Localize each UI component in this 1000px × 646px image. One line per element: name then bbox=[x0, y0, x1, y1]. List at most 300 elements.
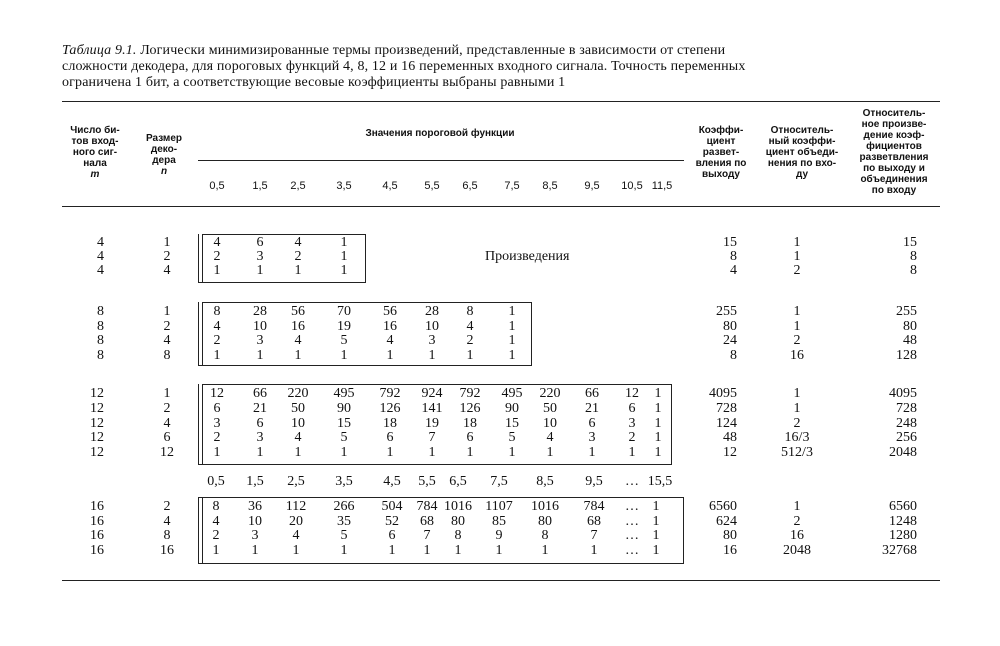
threshold-tick: 7,5 bbox=[504, 180, 520, 192]
header-fanin-line: Относитель- bbox=[770, 125, 834, 136]
product-cell: 141 bbox=[421, 400, 443, 416]
cell-n: 4 bbox=[163, 415, 171, 431]
product-cell: 3 bbox=[588, 430, 596, 446]
cell-fanout: 12 bbox=[723, 445, 737, 461]
product-cell: 3 bbox=[256, 430, 264, 446]
cell-relative: 6560 bbox=[889, 499, 917, 514]
cell-m: 4 bbox=[97, 249, 104, 264]
product-cell: 1 bbox=[654, 445, 662, 461]
product-cell: 1 bbox=[340, 263, 348, 278]
header-fanout-line: Коэффи- bbox=[698, 125, 744, 136]
product-cell: 7 bbox=[590, 528, 598, 544]
header-rel-line: объединения bbox=[860, 174, 928, 185]
product-cell: 80 bbox=[538, 513, 552, 529]
cell-m: 12 bbox=[90, 415, 104, 431]
product-cell: 1 bbox=[292, 542, 300, 558]
product-cell: 8 bbox=[541, 528, 549, 544]
header-m-line: ного сиг- bbox=[72, 147, 118, 158]
product-cell: 1 bbox=[213, 347, 221, 363]
cell-relative: 248 bbox=[896, 415, 917, 431]
group2-bracket-right bbox=[531, 302, 532, 365]
threshold-tick: 5,5 bbox=[424, 180, 440, 192]
cell-fanout: 24 bbox=[723, 333, 737, 349]
cell-m: 8 bbox=[97, 318, 104, 334]
cell-relative: 8 bbox=[910, 263, 917, 278]
product-cell: 4 bbox=[294, 333, 302, 349]
cell-fanin: 1 bbox=[793, 318, 801, 334]
threshold-tick-16: 8,5 bbox=[536, 474, 554, 489]
product-cell: 126 bbox=[459, 400, 481, 416]
cell-fanin: 2 bbox=[793, 415, 801, 431]
group4-bracket-left-inner bbox=[202, 497, 203, 563]
product-cell: 1 bbox=[386, 347, 394, 363]
product-cell: 1 bbox=[294, 347, 302, 363]
product-cell: 6 bbox=[466, 430, 474, 446]
threshold-tick: 8,5 bbox=[542, 180, 558, 192]
header-input-bits bbox=[60, 125, 130, 180]
header-rel-line: по входу bbox=[871, 185, 917, 196]
product-cell: 1 bbox=[256, 347, 264, 363]
product-cell: 2 bbox=[213, 249, 221, 264]
group2-bracket-left-outer bbox=[198, 302, 199, 365]
group4-bracket-bottom bbox=[198, 563, 684, 564]
product-cell: 10 bbox=[425, 318, 439, 334]
product-cell: 1107 bbox=[485, 499, 513, 514]
cell-relative: 15 bbox=[903, 235, 917, 250]
cell-m: 16 bbox=[90, 499, 104, 514]
product-cell: 1 bbox=[340, 235, 348, 250]
cell-relative: 2048 bbox=[889, 445, 917, 461]
group3-bracket-top bbox=[202, 384, 672, 385]
group3-bracket-right bbox=[671, 384, 672, 464]
product-cell: 1 bbox=[256, 263, 264, 278]
cell-n: 1 bbox=[163, 386, 171, 401]
product-cell: 1 bbox=[294, 445, 302, 461]
product-cell: 3 bbox=[628, 415, 636, 431]
product-cell: 50 bbox=[291, 400, 305, 416]
header-relative bbox=[848, 108, 940, 196]
product-cell: 3 bbox=[213, 415, 221, 431]
threshold-tick-16: 7,5 bbox=[490, 474, 508, 489]
product-cell: 2 bbox=[466, 333, 474, 349]
threshold-tick: 4,5 bbox=[382, 180, 398, 192]
cell-fanin: 1 bbox=[793, 386, 801, 401]
product-cell: 495 bbox=[501, 386, 523, 401]
cell-m: 12 bbox=[90, 386, 104, 401]
product-cell: 2 bbox=[294, 249, 302, 264]
cell-n: 1 bbox=[163, 235, 171, 250]
group1-bracket-bottom bbox=[198, 282, 366, 283]
product-cell: 2 bbox=[213, 333, 221, 349]
product-cell: 35 bbox=[337, 513, 351, 529]
cell-m: 12 bbox=[90, 445, 104, 461]
product-cell: 16 bbox=[291, 318, 305, 334]
cell-fanout: 8 bbox=[730, 347, 737, 363]
product-cell: 1 bbox=[466, 445, 474, 461]
product-cell: 90 bbox=[337, 400, 351, 416]
cell-fanout: 8 bbox=[730, 249, 737, 264]
product-cell: 28 bbox=[425, 304, 439, 319]
cell-n: 1 bbox=[163, 304, 171, 319]
cell-m: 16 bbox=[90, 542, 104, 558]
product-cell: 784 bbox=[416, 499, 438, 514]
header-m-line: тов вход- bbox=[71, 136, 119, 147]
product-cell: 7 bbox=[423, 528, 431, 544]
header-fanin-line: ду bbox=[795, 169, 809, 180]
product-cell: 16 bbox=[383, 318, 397, 334]
cell-relative: 728 bbox=[896, 400, 917, 416]
cell-fanin: 1 bbox=[793, 235, 801, 250]
cell-fanout: 80 bbox=[723, 318, 737, 334]
cell-fanin: 2 bbox=[793, 333, 801, 349]
cell-relative: 32768 bbox=[882, 542, 917, 558]
group1-bracket-left-inner bbox=[202, 234, 203, 282]
header-n-line: деко- bbox=[150, 144, 178, 155]
product-cell: 1 bbox=[213, 263, 221, 278]
threshold-tick: 9,5 bbox=[584, 180, 600, 192]
header-n-symbol: n bbox=[160, 166, 168, 177]
product-cell: 8 bbox=[212, 499, 220, 514]
cell-fanin: 1 bbox=[793, 499, 801, 514]
group4-bracket-right bbox=[683, 497, 684, 563]
group2-bracket-top bbox=[202, 302, 532, 303]
product-cell: 126 bbox=[379, 400, 401, 416]
cell-m: 8 bbox=[97, 333, 104, 349]
product-cell: 3 bbox=[256, 333, 264, 349]
product-cell: 1 bbox=[541, 542, 549, 558]
product-cell: 495 bbox=[333, 386, 355, 401]
cell-fanin: 16 bbox=[790, 528, 804, 544]
cell-fanin: 16 bbox=[790, 347, 804, 363]
product-cell: 784 bbox=[583, 499, 605, 514]
product-cell: 1 bbox=[256, 445, 264, 461]
cell-relative: 4095 bbox=[889, 386, 917, 401]
product-cell: 1 bbox=[654, 415, 662, 431]
cell-relative: 48 bbox=[903, 333, 917, 349]
product-cell: 1 bbox=[428, 445, 436, 461]
product-cell: 5 bbox=[508, 430, 516, 446]
group3-bracket-left-inner bbox=[202, 384, 203, 464]
cell-n: 2 bbox=[163, 249, 171, 264]
product-cell: 5 bbox=[340, 528, 348, 544]
product-cell: 1 bbox=[652, 499, 660, 514]
group4-threshold-rule bbox=[198, 497, 684, 498]
product-cell: 21 bbox=[585, 400, 599, 416]
table-bottom-rule bbox=[62, 580, 940, 581]
cell-n: 2 bbox=[163, 499, 171, 514]
product-cell: 3 bbox=[256, 249, 264, 264]
header-n-line: дера bbox=[152, 155, 176, 166]
cell-relative: 80 bbox=[903, 318, 917, 334]
cell-fanin: 16/3 bbox=[784, 430, 810, 446]
product-cell: 1 bbox=[590, 542, 598, 558]
product-cell: 1 bbox=[508, 333, 516, 349]
cell-n: 2 bbox=[163, 400, 171, 416]
product-cell: 504 bbox=[381, 499, 403, 514]
product-cell: 56 bbox=[383, 304, 397, 319]
cell-relative: 1280 bbox=[889, 528, 917, 544]
product-cell: 20 bbox=[289, 513, 303, 529]
cell-m: 16 bbox=[90, 513, 104, 529]
cell-m: 4 bbox=[97, 263, 104, 278]
threshold-tick-16: 9,5 bbox=[585, 474, 603, 489]
product-cell: 9 bbox=[495, 528, 503, 544]
product-cell: … bbox=[625, 528, 639, 544]
cell-fanout: 728 bbox=[716, 400, 737, 416]
product-cell: 1 bbox=[654, 400, 662, 416]
cell-fanout: 255 bbox=[716, 304, 737, 319]
cell-fanout: 4095 bbox=[709, 386, 737, 401]
product-cell: 3 bbox=[428, 333, 436, 349]
threshold-tick-16: 6,5 bbox=[449, 474, 467, 489]
threshold-tick-16: 15,5 bbox=[647, 474, 673, 489]
product-cell: 15 bbox=[505, 415, 519, 431]
cell-n: 4 bbox=[163, 333, 171, 349]
cell-relative: 256 bbox=[896, 430, 917, 446]
product-cell: 8 bbox=[454, 528, 462, 544]
product-cell: 6 bbox=[588, 415, 596, 431]
product-cell: 28 bbox=[253, 304, 267, 319]
header-fanin-line: циент объеди- bbox=[765, 147, 839, 158]
product-cell: 4 bbox=[212, 513, 220, 529]
product-cell: 19 bbox=[337, 318, 351, 334]
cell-m: 12 bbox=[90, 430, 104, 446]
cell-fanin: 2 bbox=[793, 263, 801, 278]
product-cell: 1 bbox=[466, 347, 474, 363]
threshold-tick-16: 5,5 bbox=[418, 474, 436, 489]
product-cell: 1 bbox=[654, 386, 662, 401]
product-cell: 10 bbox=[543, 415, 557, 431]
cell-m: 8 bbox=[97, 304, 104, 319]
header-rel-line: фициентов bbox=[866, 141, 922, 152]
header-m-symbol: m bbox=[90, 169, 100, 180]
product-cell: 4 bbox=[386, 333, 394, 349]
product-cell: 12 bbox=[625, 386, 639, 401]
product-cell: 112 bbox=[285, 499, 307, 514]
product-cell: 1 bbox=[212, 542, 220, 558]
header-fanout bbox=[690, 125, 752, 180]
product-cell: 66 bbox=[585, 386, 599, 401]
product-cell: 15 bbox=[337, 415, 351, 431]
threshold-tick-16: 2,5 bbox=[287, 474, 305, 489]
product-cell: 6 bbox=[213, 400, 221, 416]
cell-fanin: 2048 bbox=[783, 542, 811, 558]
cell-n: 8 bbox=[163, 347, 171, 363]
cell-fanin: 512/3 bbox=[781, 445, 813, 461]
product-cell: 5 bbox=[340, 333, 348, 349]
group3-bracket-left-outer bbox=[198, 384, 199, 464]
product-cell: 6 bbox=[386, 430, 394, 446]
product-cell: 1 bbox=[652, 513, 660, 529]
product-cell: 8 bbox=[466, 304, 474, 319]
product-cell: 1 bbox=[508, 318, 516, 334]
header-fanout-line: циент bbox=[706, 136, 736, 147]
cell-fanin: 1 bbox=[793, 249, 801, 264]
product-cell: 12 bbox=[210, 386, 224, 401]
product-cell: 6 bbox=[628, 400, 636, 416]
threshold-tick: 6,5 bbox=[462, 180, 478, 192]
product-cell: 1 bbox=[340, 445, 348, 461]
product-cell: 4 bbox=[546, 430, 554, 446]
threshold-tick-16: 4,5 bbox=[383, 474, 401, 489]
table-top-rule bbox=[62, 101, 940, 102]
product-cell: 1016 bbox=[444, 499, 472, 514]
product-cell: 18 bbox=[463, 415, 477, 431]
product-cell: 3 bbox=[251, 528, 259, 544]
product-cell: 1 bbox=[340, 249, 348, 264]
group4-bracket-left-outer bbox=[198, 497, 199, 563]
product-cell: 1 bbox=[340, 347, 348, 363]
cell-relative: 8 bbox=[910, 249, 917, 264]
group2-bracket-bottom bbox=[198, 365, 532, 366]
product-cell: 56 bbox=[291, 304, 305, 319]
header-fanout-line: вления по bbox=[695, 158, 747, 169]
product-cell: 1 bbox=[388, 542, 396, 558]
header-decoder-size bbox=[136, 133, 192, 177]
header-fanin-line: ный коэффи- bbox=[768, 136, 836, 147]
product-cell: … bbox=[625, 513, 639, 529]
cell-relative: 255 bbox=[896, 304, 917, 319]
product-cell: 50 bbox=[543, 400, 557, 416]
product-cell: 1 bbox=[294, 263, 302, 278]
product-cell: 1 bbox=[628, 445, 636, 461]
product-cell: 1016 bbox=[531, 499, 559, 514]
product-cell: 1 bbox=[495, 542, 503, 558]
cell-fanout: 124 bbox=[716, 415, 737, 431]
product-cell: 792 bbox=[379, 386, 401, 401]
header-fanin-line: нения по вхо- bbox=[767, 158, 837, 169]
cell-fanout: 48 bbox=[723, 430, 737, 446]
product-cell: 7 bbox=[428, 430, 436, 446]
cell-m: 8 bbox=[97, 347, 104, 363]
cell-n: 12 bbox=[160, 445, 174, 461]
cell-fanout: 15 bbox=[723, 235, 737, 250]
product-cell: 1 bbox=[423, 542, 431, 558]
threshold-tick-16: 0,5 bbox=[207, 474, 225, 489]
product-cell: 68 bbox=[420, 513, 434, 529]
product-cell: 1 bbox=[454, 542, 462, 558]
product-cell: 1 bbox=[508, 304, 516, 319]
header-m-line: нала bbox=[83, 158, 107, 169]
threshold-tick-16: 1,5 bbox=[246, 474, 264, 489]
caption-line-2: сложности декодера, для пороговых функций 4, 8, 12 и 16 переменных входного сигнала. Точность переменных bbox=[62, 59, 746, 74]
product-cell: 1 bbox=[386, 445, 394, 461]
product-cell: 18 bbox=[383, 415, 397, 431]
product-cell: 4 bbox=[294, 430, 302, 446]
header-fanin bbox=[756, 125, 848, 180]
product-cell: 6 bbox=[388, 528, 396, 544]
product-cell: 1 bbox=[652, 542, 660, 558]
header-rel-line: разветвления bbox=[859, 152, 929, 163]
cell-n: 4 bbox=[163, 263, 171, 278]
product-cell: 10 bbox=[253, 318, 267, 334]
product-cell: 66 bbox=[253, 386, 267, 401]
threshold-tick: 10,5 bbox=[621, 180, 643, 192]
threshold-tick: 1,5 bbox=[252, 180, 268, 192]
header-rel-line: по выходу и bbox=[863, 163, 925, 174]
product-cell: 68 bbox=[587, 513, 601, 529]
cell-n: 8 bbox=[163, 528, 171, 544]
product-cell: 1 bbox=[213, 445, 221, 461]
cell-n: 2 bbox=[163, 318, 171, 334]
cell-fanout: 16 bbox=[723, 542, 737, 558]
threshold-tick: 0,5 bbox=[209, 180, 225, 192]
product-cell: 36 bbox=[248, 499, 262, 514]
caption-line-3: ограничена 1 бит, а соответствующие весовые коэффициенты выбраны равными 1 bbox=[62, 75, 566, 90]
product-cell: 90 bbox=[505, 400, 519, 416]
product-cell: 4 bbox=[294, 235, 302, 250]
cell-fanin: 1 bbox=[793, 400, 801, 416]
product-cell: 52 bbox=[385, 513, 399, 529]
threshold-tick: 2,5 bbox=[290, 180, 306, 192]
header-rel-line: дение коэф- bbox=[863, 130, 925, 141]
header-fanout-line: выходу bbox=[701, 169, 740, 180]
product-cell: 266 bbox=[333, 499, 355, 514]
product-cell: 4 bbox=[466, 318, 474, 334]
product-cell: 1 bbox=[251, 542, 259, 558]
product-cell: 2 bbox=[212, 528, 220, 544]
product-cell: 924 bbox=[421, 386, 443, 401]
products-label: Произведения bbox=[485, 249, 570, 264]
product-cell: 4 bbox=[292, 528, 300, 544]
header-bottom-rule bbox=[62, 206, 940, 207]
product-cell: 2 bbox=[628, 430, 636, 446]
cell-m: 12 bbox=[90, 400, 104, 416]
cell-fanout: 80 bbox=[723, 528, 737, 544]
cell-fanin: 1 bbox=[793, 304, 801, 319]
product-cell: … bbox=[625, 499, 639, 514]
product-cell: 5 bbox=[340, 430, 348, 446]
product-cell: 2 bbox=[213, 430, 221, 446]
header-rel-line: ное произве- bbox=[861, 119, 927, 130]
product-cell: 1 bbox=[588, 445, 596, 461]
cell-fanout: 624 bbox=[716, 513, 737, 529]
group2-bracket-left-inner bbox=[202, 302, 203, 365]
header-rel-line: Относитель- bbox=[862, 108, 926, 119]
product-cell: 1 bbox=[340, 542, 348, 558]
group1-bracket-left-outer bbox=[198, 234, 199, 282]
cell-fanout: 6560 bbox=[709, 499, 737, 514]
product-cell: 6 bbox=[256, 415, 264, 431]
threshold-tick-16: … bbox=[625, 474, 639, 489]
product-cell: 1 bbox=[508, 445, 516, 461]
cell-m: 4 bbox=[97, 235, 104, 250]
product-cell: 4 bbox=[213, 235, 221, 250]
product-cell: 1 bbox=[508, 347, 516, 363]
header-m-line: Число би- bbox=[70, 125, 120, 136]
header-fanout-line: развет- bbox=[702, 147, 740, 158]
product-cell: … bbox=[625, 542, 639, 558]
product-cell: 80 bbox=[451, 513, 465, 529]
header-n-line: Размер bbox=[145, 133, 182, 144]
caption-text-1: Логически минимизированные термы произведений, представленные в зависимости от степени bbox=[140, 43, 726, 58]
group1-bracket-right bbox=[365, 234, 366, 282]
caption-label: Таблица 9.1. bbox=[62, 43, 137, 58]
header-threshold: Значения пороговой функции bbox=[365, 128, 515, 139]
product-cell: 220 bbox=[539, 386, 561, 401]
cell-n: 6 bbox=[163, 430, 171, 446]
caption-line-1 bbox=[62, 42, 922, 59]
threshold-tick-16: 3,5 bbox=[335, 474, 353, 489]
product-cell: 220 bbox=[287, 386, 309, 401]
cell-n: 4 bbox=[163, 513, 171, 529]
cell-n: 16 bbox=[160, 542, 174, 558]
product-cell: 21 bbox=[253, 400, 267, 416]
cell-relative: 128 bbox=[896, 347, 917, 363]
product-cell: 10 bbox=[248, 513, 262, 529]
threshold-tick: 3,5 bbox=[336, 180, 352, 192]
product-cell: 4 bbox=[213, 318, 221, 334]
